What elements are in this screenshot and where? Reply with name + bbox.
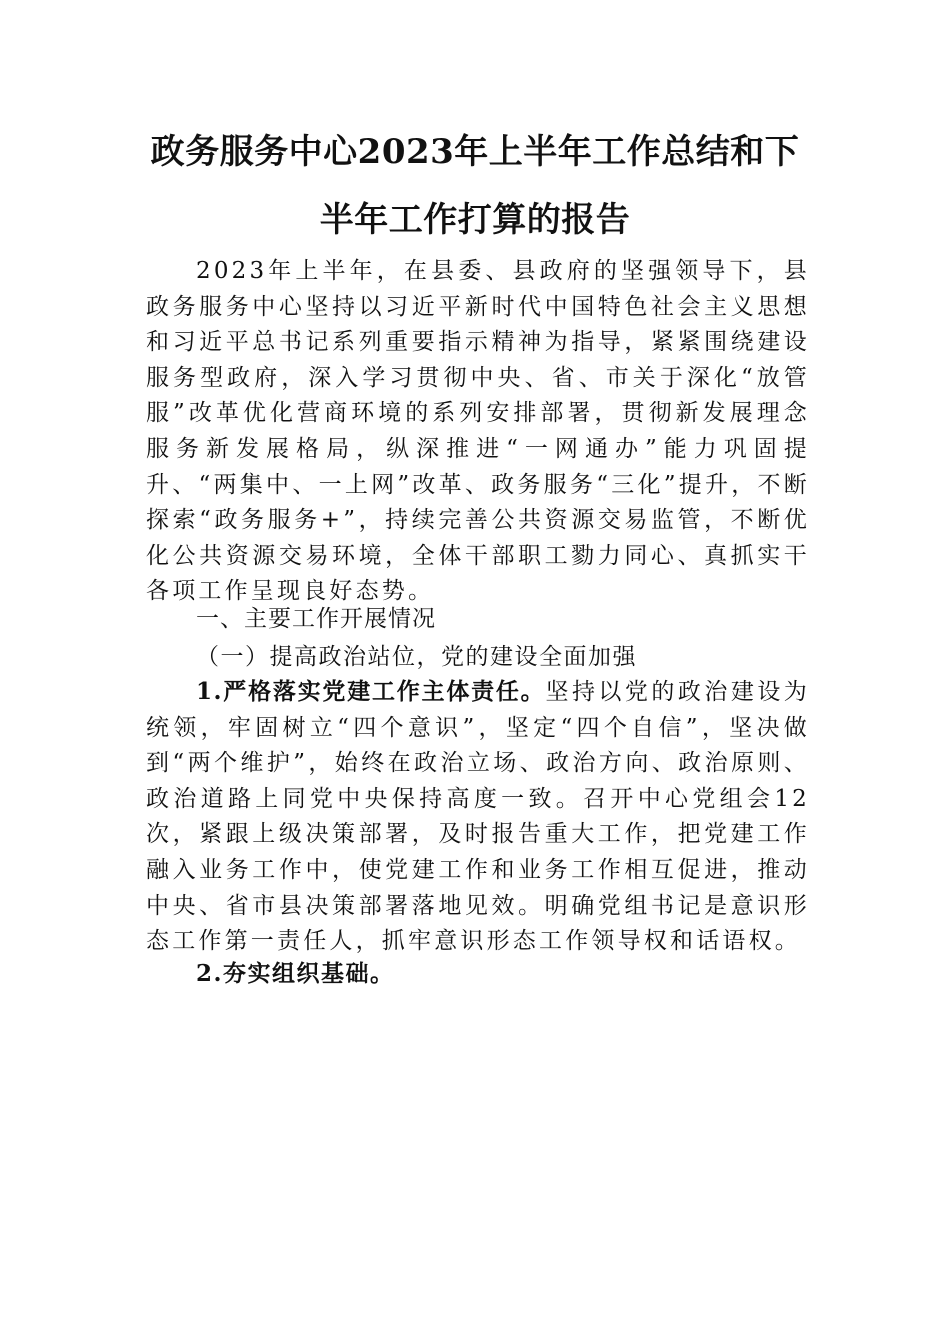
section-heading: 一、主要工作开展情况 [196, 606, 436, 632]
item-1-lead: 1.严格落实党建工作主体责任。 [196, 678, 546, 705]
item-1-paragraph [146, 674, 810, 960]
subsection-heading: （一）提高政治站位，党的建设全面加强 [196, 644, 637, 670]
document-title-line-1: 政务服务中心2023年上半年工作总结和下 [150, 132, 800, 172]
item-2-lead: 2.夯实组织基础。 [196, 960, 395, 987]
item-1-body: 坚持以党的政治建设为统领，牢固树立“四个意识”，坚定“四个自信”，坚决做到“两个维护”，始终在政治立场、政治方向、政治原则、政治道路上同党中央保持高度一致。召开中心党组会12次，紧跟上级决策部署，及时报告重大工作，把党建工作融入业务工作中，使党建工作和业务工作相互促进，推动中央、省市县决策部署落地见效。明确党组书记是意识形态工作第一责任人，抓牢意识形态工作领导权和话语权。 [146, 679, 811, 955]
intro-paragraph: 2023年上半年，在县委、县政府的坚强领导下，县政务服务中心坚持以习近平新时代中国特色社会主义思想和习近平总书记系列重要指示精神为指导，紧紧围绕建设服务型政府，深入学习贯彻中央、省、市关于深化“放管服”改革优化营商环境的系列安排部署，贯彻新发展理念服务新发展格局，纵深推进“一网通办”能力巩固提升、“两集中、一上网”改革、政务服务“三化”提升，不断探索“政务服务+”，持续完善公共资源交易监管，不断优化公共资源交易环境，全体干部职工勠力同心、真抓实干各项工作呈现良好态势。 [146, 258, 810, 605]
document-title-line-2: 半年工作打算的报告 [319, 200, 631, 240]
